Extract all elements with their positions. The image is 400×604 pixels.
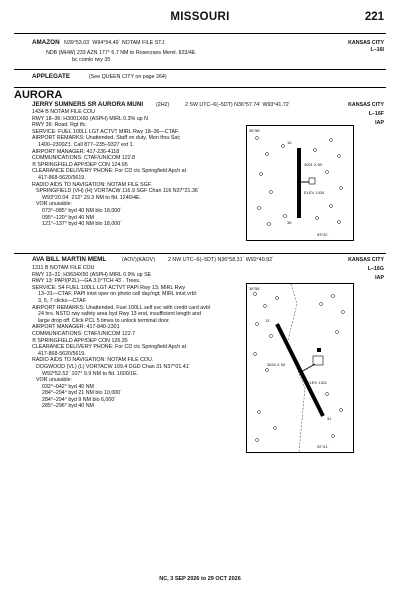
runway-13-31 [277,324,323,416]
ava-rwy-num-top: 13 [265,318,270,323]
aurora-line: 417-868-5620/5619. [38,174,86,181]
ava-elev: ELEV 1311 [307,380,327,385]
aurora-airport-id: (2H2) [156,102,170,108]
runway-18-36 [297,148,301,218]
ava-line: RADIO AIDS TO NAVIGATION: NOTAM FILE COU. [32,357,154,364]
ava-line: CLEARANCE DELIVERY PHONE: For CD ctc Springfield Apch at [32,344,187,351]
aurora-line: AIRPORT MANAGER: 417-236-4118 [32,148,120,155]
aurora-line: 1400–2300Z‡. Call 877–235–9327 ext 1. [38,141,135,148]
applegate-ref: (See QUEEN CITY on page 264) [89,74,167,80]
ava-rwy-dims: 3634 X 50 [267,362,286,367]
aurora-rwy-num-bottom: 36 [287,220,292,225]
aurora-elev: ELEV 1434 [304,190,325,195]
aurora-chart: KANSAS CITY [348,102,384,108]
aurora-airport-info: 2 SW UTC–6(–5DT) N36°57.74´ W93°41.72´ [185,102,291,108]
aurora-line: ® SPRINGFIELD APP/DEP CON 124.95 [32,161,128,168]
aurora-airport-diagram [246,125,354,241]
aurora-line: 073°–085° byd 40 NM blo 18,000´ [42,207,122,214]
ava-airport-name: AVA BILL MARTIN MEML [32,256,107,263]
ava-details [32,265,210,410]
ava-line: ® SPRINGFIELD APP/DEP CON 126.35 [32,337,128,344]
aurora-line: CLEARANCE DELIVERY PHONE: For CD ctc Springfield Apch at [32,168,187,175]
ava-line: SERVICE: S4 FUEL 100LL LGT ACTVT PAPI Rwy 13; MIRL Rwy [32,284,185,291]
aurora-line: AIRPORT REMARKS: Unattended. Staff on duty, Mon thru Sat; [32,135,181,142]
ava-line: W92°52.52´ 107° 9.9 NM to fld. 1600/1E. [42,370,139,377]
ava-iap: IAP [375,275,384,281]
aurora-chart-code: L–16F [368,111,384,117]
header-rule [14,33,386,34]
divider [14,69,386,70]
ava-line: 3, 5, 7 clicks—CTAF. [38,297,87,304]
aurora-line: SPRINGFIELD (VH) (H) VORTACW 116.9 SGF Chan 116 N37°21.36´ [36,188,200,195]
ava-line: COMMUNICATIONS: CTAF/UNICOM 122.7 [32,330,136,337]
amazon-ndb-note: bc comlo rwy 35 [72,57,111,63]
ava-line: AIRPORT MANAGER: 417-840-2301 [32,324,120,331]
ava-line: VOR unusable: [36,377,72,384]
state-title: MISSOURI [170,11,230,23]
aurora-line: SERVICE: FUEL 100LL LGT ACTVT MIRL Rwy 18–36—CTAF. [32,128,180,135]
amazon-name: AMAZON [32,39,60,46]
ava-line: 285°–296° byd 40 NM [42,403,94,410]
apron [309,178,315,184]
aurora-line: VOR unusable: [36,201,72,208]
ava-chart-code: L–16G [367,266,384,272]
amazon-chart: KANSAS CITY [348,40,384,46]
aurora-line: RWY 36: Road. Rgt tfc. [32,122,87,129]
ava-line: 032°–042° byd 40 NM [42,383,94,390]
ava-line: DOGWOOD (VL) (L) VORTACW 109.4 DGD Chan 31 N37°01.41´ [36,363,191,370]
city-heading-aurora: AURORA [14,89,63,101]
aurora-line: 121°–137° byd 40 NM blo 18,000´ [42,221,122,228]
ava-line: 13–31—CTAF. PAPI intst oper on photo cell day/ngt; MIRL intst vrbl: [38,291,198,298]
apron [313,356,323,365]
divider [14,253,386,254]
aurora-line: COMMUNICATIONS: CTAF/UNICOM 122.8 [32,155,136,162]
hangar [317,348,321,352]
ava-lat: 36°58´ [249,286,261,291]
ava-line: large drop off. Click PCL 5 times to unlock terminal door. [38,317,170,324]
amazon-chart-code: L–16I [370,47,384,53]
amazon-location: N39°53.03´ W94°54.49´ NOTAM FILE STJ. [64,40,166,46]
ava-chart: KANSAS CITY [348,257,384,263]
ava-lon: 92°41´ [317,444,329,449]
aurora-line: W93°20.04´ 212° 29.3 NM to fld. 1240/4E. [42,194,142,201]
applegate-name: APPLEGATE [32,73,71,80]
aurora-airport-name: JERRY SUMNERS SR AURORA MUNI [32,101,144,108]
ava-line: 24 hrs. NSTD rwy safety area byd Rwy 13 end, insufficient length and [38,311,202,318]
ava-line: AIRPORT REMARKS: Unattended. Fuel 100LL self svc with credit card avbl [32,304,211,311]
road [287,284,305,452]
ava-airport-id: (AOV)(KAOV) [122,257,155,263]
ava-line: 284°–294° byd 21 NM blo 10,000´ [42,390,122,397]
aurora-rwy-num-top: 18 [287,140,292,145]
page-number: 221 [364,11,384,23]
ava-line: RWY 13: PAPI(P2L)—GA 3.0°TCH 43´. Trees. [32,278,141,285]
ava-line: 1311 B NOTAM FILE COU [32,265,95,271]
aurora-lon: 93°42´ [317,232,329,237]
divider [14,87,386,88]
aurora-line: RADIO AIDS TO NAVIGATION: NOTAM FILE SGF. [32,181,152,188]
footer-effective-dates: NC, 3 SEP 2026 to 29 OCT 2026 [159,576,241,582]
ava-line: RWY 13–31: H3634X50 (ASPH) MIRL 0.9% up SE [32,271,152,278]
aurora-line: 1434 B NOTAM FILE COU [32,109,95,115]
ava-line: 284°–294° byd 9 NM blo 6,000´ [42,396,117,403]
aurora-iap: IAP [375,120,384,126]
aurora-details [32,109,200,228]
aurora-line: 095°–120° byd 40 NM [42,214,94,221]
amazon-ndb: NDB (MHW) 233 AZN 177° 6.7 NM to Rosecrans Meml. 823/4E. [46,50,197,56]
aurora-line: RWY 18–36: H3001X60 (ASPH) MIRL 0.3% up N [32,115,148,122]
ava-line: 417-868-5620/5619. [38,350,86,357]
aurora-rwy-dims: 3001 X 60 [304,162,323,167]
aurora-lat: 36°58´ [249,128,261,133]
aurora-diagram-svg [247,126,353,240]
ava-airport-info: 2 NW UTC–6(–5DT) N36°58.31´ W92°40.92´ [168,257,274,263]
ava-airport-diagram [246,283,354,453]
ava-rwy-num-bottom: 31 [327,416,332,421]
ava-diagram-svg [247,284,353,452]
